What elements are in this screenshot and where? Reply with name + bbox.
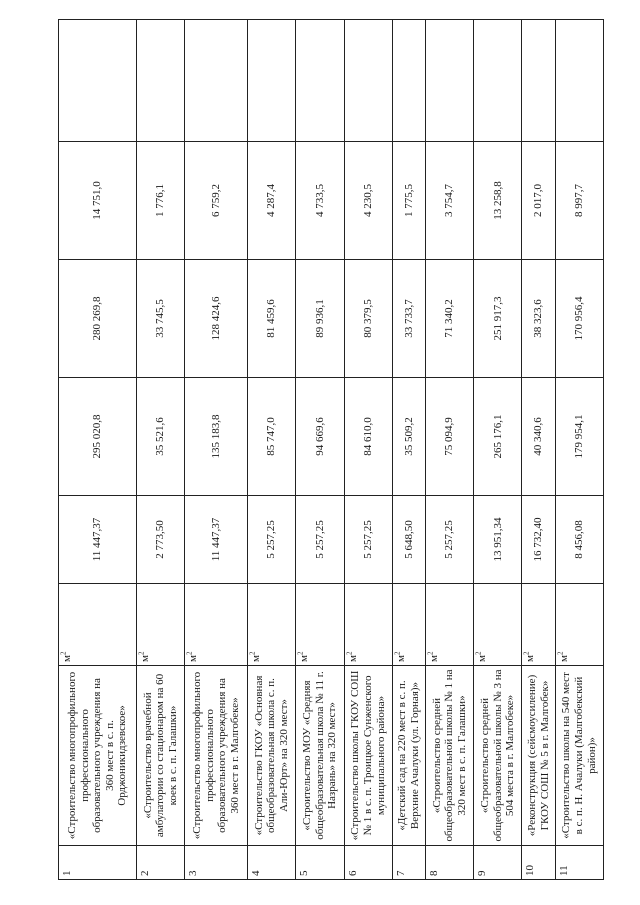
unit-of-measure bbox=[136, 584, 184, 666]
object-name-text: «Строительство школы ГКОУ СОШ № 1 в с. п. Троицкое Сунженского муниципального района» bbox=[349, 670, 387, 841]
total-cost bbox=[392, 378, 425, 496]
row-number-text: 5 bbox=[298, 870, 311, 876]
table-row bbox=[136, 20, 184, 880]
unit-superscript: 2 bbox=[185, 651, 194, 656]
table-row bbox=[296, 20, 344, 880]
total-cost-text: 265 176,1 bbox=[491, 414, 504, 459]
empty-cell bbox=[522, 20, 555, 142]
row-number bbox=[522, 846, 555, 880]
regional-funds bbox=[522, 142, 555, 260]
object-name bbox=[344, 666, 392, 846]
unit-of-measure-text: м bbox=[428, 655, 441, 662]
unit-of-measure-text: м bbox=[394, 655, 407, 662]
federal-funds bbox=[296, 260, 344, 378]
regional-funds-text: 1 775,5 bbox=[402, 184, 415, 217]
unit-superscript: 2 bbox=[393, 651, 402, 656]
table-row bbox=[185, 20, 248, 880]
unit-of-measure bbox=[185, 584, 248, 666]
object-name bbox=[555, 666, 603, 846]
unit-of-measure bbox=[426, 584, 474, 666]
unit-superscript: 2 bbox=[522, 651, 531, 656]
capacity-value-text: 5 257,25 bbox=[443, 520, 456, 559]
total-cost-text: 35 521,6 bbox=[154, 417, 167, 456]
federal-funds-text: 89 936,1 bbox=[313, 299, 326, 338]
capacity-value-text: 13 951,34 bbox=[491, 517, 504, 562]
capacity-value-text: 2 773,50 bbox=[154, 520, 167, 559]
unit-superscript: 2 bbox=[426, 651, 435, 656]
empty-cell bbox=[59, 20, 137, 142]
empty-cell bbox=[426, 20, 474, 142]
unit-of-measure bbox=[344, 584, 392, 666]
object-name bbox=[522, 666, 555, 846]
regional-funds bbox=[555, 142, 603, 260]
federal-funds bbox=[555, 260, 603, 378]
capacity-value bbox=[136, 496, 184, 584]
federal-funds-text: 170 956,4 bbox=[573, 296, 586, 341]
capacity-value bbox=[296, 496, 344, 584]
object-name bbox=[296, 666, 344, 846]
capacity-value-text: 11 447,37 bbox=[91, 517, 104, 562]
federal-funds-text: 251 917,3 bbox=[491, 296, 504, 341]
regional-funds bbox=[248, 142, 296, 260]
capacity-value-text: 5 257,25 bbox=[265, 520, 278, 559]
total-cost bbox=[344, 378, 392, 496]
capacity-value bbox=[344, 496, 392, 584]
federal-funds bbox=[522, 260, 555, 378]
regional-funds bbox=[296, 142, 344, 260]
row-number bbox=[392, 846, 425, 880]
row-number bbox=[555, 846, 603, 880]
federal-funds bbox=[474, 260, 522, 378]
table-row bbox=[522, 20, 555, 880]
capacity-value bbox=[185, 496, 248, 584]
federal-funds bbox=[59, 260, 137, 378]
regional-funds-text: 13 258,8 bbox=[491, 181, 504, 220]
empty-cell bbox=[296, 20, 344, 142]
regional-funds bbox=[474, 142, 522, 260]
total-cost bbox=[296, 378, 344, 496]
capacity-value bbox=[522, 496, 555, 584]
row-number-text: 6 bbox=[346, 870, 359, 876]
federal-funds-text: 128 424,6 bbox=[209, 296, 222, 341]
total-cost-text: 75 094,9 bbox=[443, 417, 456, 456]
capacity-value-text: 5 257,25 bbox=[361, 520, 374, 559]
capacity-value bbox=[474, 496, 522, 584]
unit-of-measure bbox=[474, 584, 522, 666]
empty-cell bbox=[248, 20, 296, 142]
object-name bbox=[185, 666, 248, 846]
object-name-text: «Строительство средней общеобразовательной школы № 3 на 504 места в г. Малгобеке» bbox=[478, 669, 517, 842]
row-number bbox=[474, 846, 522, 880]
capacity-value-text: 11 447,37 bbox=[209, 517, 222, 562]
table-row bbox=[474, 20, 522, 880]
total-cost bbox=[59, 378, 137, 496]
row-number-text: 3 bbox=[187, 870, 200, 876]
unit-of-measure-text: м bbox=[187, 655, 200, 662]
unit-superscript: 2 bbox=[344, 651, 353, 656]
total-cost bbox=[248, 378, 296, 496]
table-row bbox=[59, 20, 137, 880]
row-number-text: 4 bbox=[250, 870, 263, 876]
unit-superscript: 2 bbox=[474, 651, 483, 656]
federal-funds bbox=[248, 260, 296, 378]
total-cost bbox=[522, 378, 555, 496]
capacity-value-text: 5 257,25 bbox=[313, 520, 326, 559]
empty-cell bbox=[392, 20, 425, 142]
table-row bbox=[248, 20, 296, 880]
row-number-text: 2 bbox=[138, 870, 151, 876]
regional-funds-text: 2 017,0 bbox=[532, 184, 545, 217]
total-cost-text: 94 669,6 bbox=[313, 417, 326, 456]
regional-funds-text: 1 776,1 bbox=[154, 184, 167, 217]
unit-of-measure-text: м bbox=[557, 655, 570, 662]
unit-of-measure bbox=[248, 584, 296, 666]
total-cost bbox=[136, 378, 184, 496]
total-cost-text: 295 020,8 bbox=[91, 414, 104, 459]
federal-funds-text: 81 459,6 bbox=[265, 299, 278, 338]
unit-of-measure bbox=[59, 584, 137, 666]
federal-funds-text: 33 733,7 bbox=[402, 299, 415, 338]
capacity-value bbox=[555, 496, 603, 584]
unit-superscript: 2 bbox=[296, 651, 305, 656]
row-number bbox=[136, 846, 184, 880]
regional-funds-text: 3 754,7 bbox=[443, 184, 456, 217]
row-number-text: 1 bbox=[61, 870, 73, 876]
regional-funds-text: 6 759,2 bbox=[209, 184, 222, 217]
regional-funds-text: 4 733,5 bbox=[313, 184, 326, 217]
capacity-value-text: 5 648,50 bbox=[402, 520, 415, 559]
regional-funds bbox=[344, 142, 392, 260]
capacity-value bbox=[392, 496, 425, 584]
unit-of-measure bbox=[392, 584, 425, 666]
object-name-text: «Строительство многопрофильного профессионального образовательного учреждения на 360 мест в с. п. Орджоникидзевское» bbox=[65, 671, 129, 840]
unit-of-measure-text: м bbox=[61, 655, 73, 662]
unit-of-measure bbox=[555, 584, 603, 666]
capacity-value-text: 16 732,40 bbox=[532, 517, 545, 562]
total-cost bbox=[185, 378, 248, 496]
total-cost bbox=[426, 378, 474, 496]
total-cost-text: 135 183,8 bbox=[209, 414, 222, 459]
regional-funds-text: 4 287,4 bbox=[265, 184, 278, 217]
object-name-text: «Детский сад на 220 мест в с. п. Верхние Ачалуки (ул. Горная)» bbox=[396, 680, 421, 831]
total-cost-text: 179 954,1 bbox=[573, 414, 586, 459]
capacity-value bbox=[59, 496, 137, 584]
federal-funds bbox=[426, 260, 474, 378]
row-number bbox=[344, 846, 392, 880]
federal-funds-text: 80 379,5 bbox=[361, 299, 374, 338]
unit-superscript: 2 bbox=[59, 651, 68, 656]
capacity-value bbox=[248, 496, 296, 584]
federal-funds bbox=[344, 260, 392, 378]
federal-funds bbox=[392, 260, 425, 378]
unit-of-measure-text: м bbox=[298, 655, 311, 662]
object-name-text: «Строительство средней общеобразовательной школы № 1 на 320 мест в с. п. Галашки» bbox=[430, 669, 468, 842]
regional-funds bbox=[392, 142, 425, 260]
federal-funds-text: 38 323,6 bbox=[532, 299, 545, 338]
object-name bbox=[474, 666, 522, 846]
row-number bbox=[296, 846, 344, 880]
object-name bbox=[59, 666, 137, 846]
empty-cell bbox=[344, 20, 392, 142]
empty-cell bbox=[555, 20, 603, 142]
federal-funds bbox=[185, 260, 248, 378]
total-cost-text: 40 340,6 bbox=[532, 417, 545, 456]
total-cost bbox=[474, 378, 522, 496]
regional-funds-text: 14 751,0 bbox=[91, 181, 104, 220]
regional-funds bbox=[59, 142, 137, 260]
capacity-value bbox=[426, 496, 474, 584]
unit-of-measure-text: м bbox=[524, 655, 537, 662]
unit-of-measure bbox=[296, 584, 344, 666]
objects-table bbox=[58, 19, 604, 880]
unit-superscript: 2 bbox=[137, 651, 146, 656]
table-row bbox=[392, 20, 425, 880]
object-name bbox=[392, 666, 425, 846]
object-name bbox=[136, 666, 184, 846]
capacity-value-text: 8 456,08 bbox=[573, 520, 586, 559]
object-name-text: «Реконструкция (сейсмоусиление) ГКОУ СОШ № 5 в г. Малгобек» bbox=[525, 674, 551, 837]
empty-cell bbox=[185, 20, 248, 142]
total-cost-text: 84 610,0 bbox=[361, 417, 374, 456]
object-name-text: «Строительство школы на 540 мест в с. п. Н. Ачалуки (Малгобекский район)» bbox=[560, 672, 598, 839]
row-number-text: 7 bbox=[394, 870, 407, 876]
table-row bbox=[555, 20, 603, 880]
empty-cell bbox=[474, 20, 522, 142]
row-number bbox=[248, 846, 296, 880]
object-name bbox=[426, 666, 474, 846]
table-row bbox=[426, 20, 474, 880]
regional-funds bbox=[185, 142, 248, 260]
unit-of-measure-text: м bbox=[138, 655, 151, 662]
row-number-text: 11 bbox=[557, 865, 570, 876]
federal-funds-text: 280 269,8 bbox=[91, 296, 104, 341]
object-name-text: «Строительство МОУ «Средняя общеобразовательная школа № 11 г. Назрань» на 320 мест» bbox=[301, 671, 339, 840]
total-cost-text: 35 509,2 bbox=[402, 417, 415, 456]
federal-funds-text: 71 340,2 bbox=[443, 299, 456, 338]
regional-funds-text: 8 997,7 bbox=[573, 184, 586, 217]
object-name-text: «Строительство многопрофильного профессионального образовательного учреждения на 360 мест в г. Малгобеке» bbox=[190, 671, 241, 840]
unit-of-measure-text: м bbox=[250, 655, 263, 662]
object-name-text: «Строительство ГКОУ «Основная общеобразовательная школа с. п. Али-Юрт» на 320 мест» bbox=[252, 675, 291, 836]
rotated-table-wrapper bbox=[58, 20, 604, 880]
table-row bbox=[344, 20, 392, 880]
object-name-text: «Строительство врачебной амбулатории со стационаром на 60 коек в с. п. Галашки» bbox=[141, 673, 179, 838]
regional-funds bbox=[136, 142, 184, 260]
object-name bbox=[248, 666, 296, 846]
row-number bbox=[185, 846, 248, 880]
unit-of-measure-text: м bbox=[346, 655, 359, 662]
row-number bbox=[59, 846, 137, 880]
unit-of-measure-text: м bbox=[476, 655, 489, 662]
row-number bbox=[426, 846, 474, 880]
unit-superscript: 2 bbox=[248, 651, 257, 656]
row-number-text: 10 bbox=[524, 865, 537, 876]
federal-funds bbox=[136, 260, 184, 378]
unit-of-measure bbox=[522, 584, 555, 666]
federal-funds-text: 33 745,5 bbox=[154, 299, 167, 338]
total-cost-text: 85 747,0 bbox=[265, 417, 278, 456]
regional-funds bbox=[426, 142, 474, 260]
row-number-text: 9 bbox=[476, 870, 489, 876]
unit-superscript: 2 bbox=[556, 651, 565, 656]
empty-cell bbox=[136, 20, 184, 142]
row-number-text: 8 bbox=[428, 870, 441, 876]
regional-funds-text: 4 230,5 bbox=[361, 184, 374, 217]
total-cost bbox=[555, 378, 603, 496]
